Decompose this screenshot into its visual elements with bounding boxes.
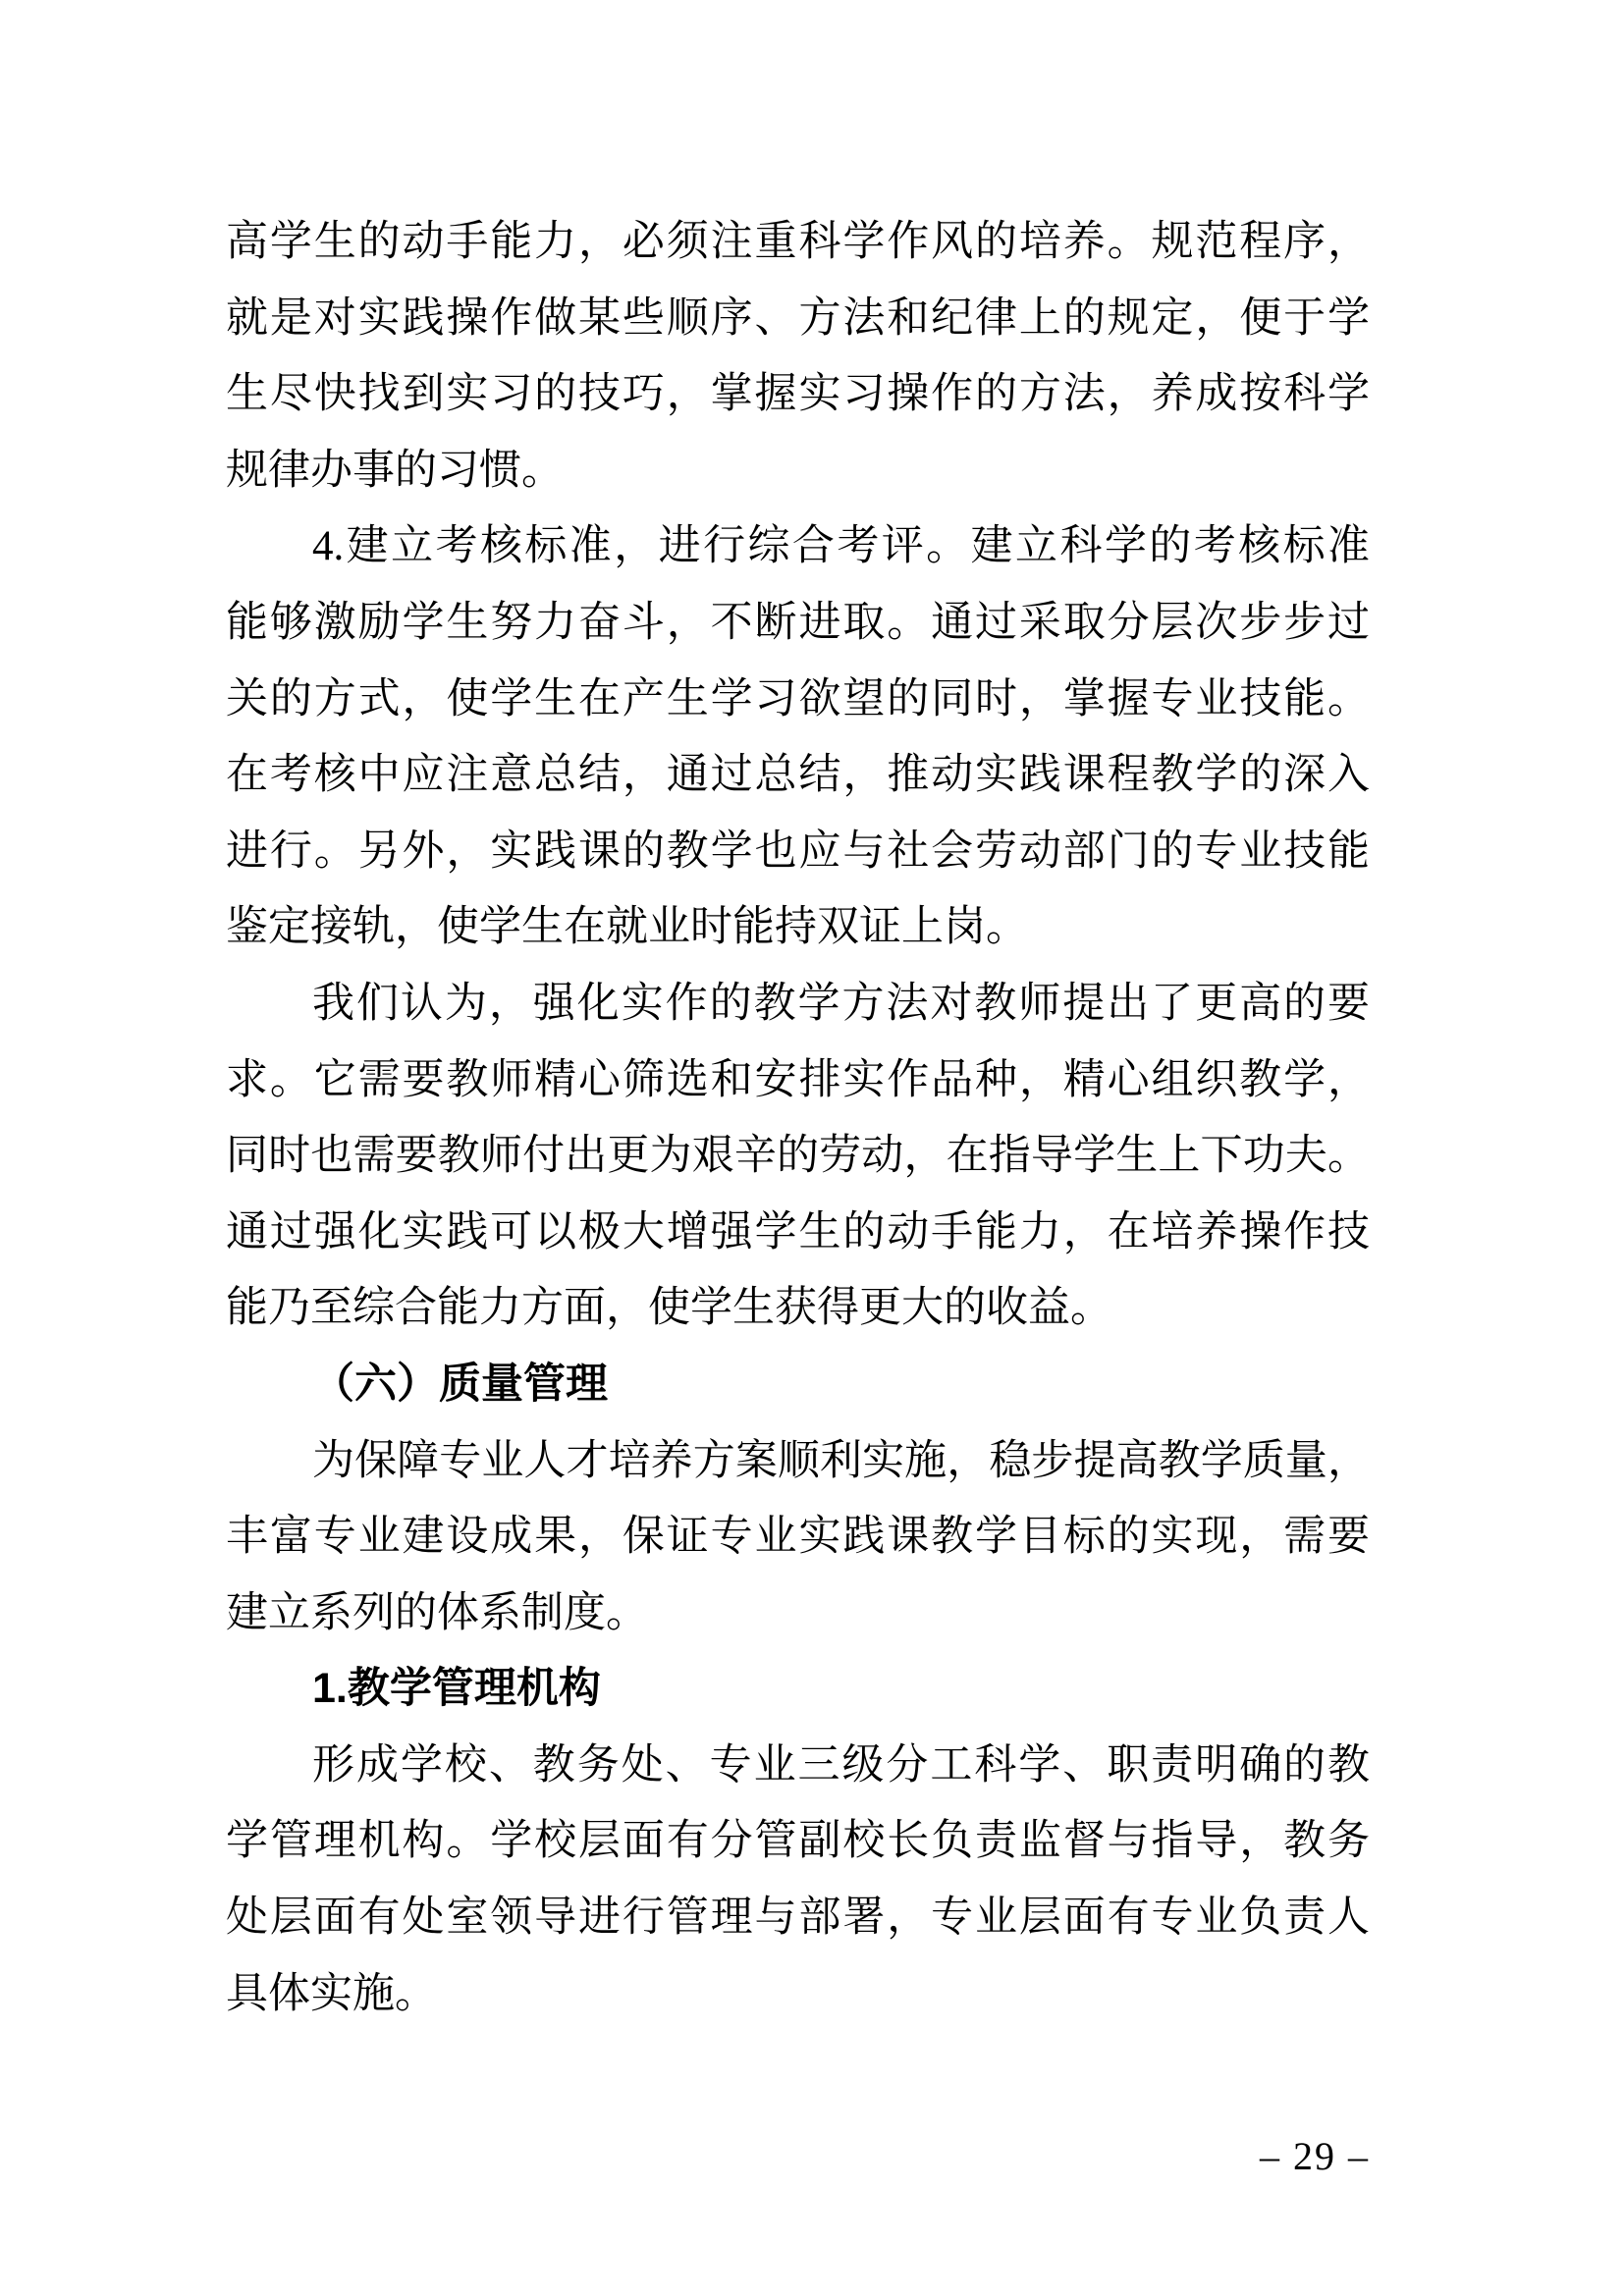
text-line: 能够激励学生努力奋斗，不断进取。通过采取分层次步步过	[226, 599, 1370, 646]
text-line: 规律办事的习惯。	[226, 447, 564, 494]
text-line: 鉴定接轨，使学生在就业时能持双证上岗。	[226, 904, 1028, 951]
text-line: 为保障专业人才培养方案顺利实施，稳步提高教学质量，	[312, 1437, 1370, 1484]
paragraph	[226, 204, 1370, 508]
paragraph	[226, 508, 1370, 966]
text-line: 求。它需要教师精心筛选和安排实作品种，精心组织教学，	[226, 1056, 1370, 1103]
paragraph	[226, 1728, 1370, 2032]
text-line: 能乃至综合能力方面，使学生获得更大的收益。	[226, 1285, 1112, 1332]
text-line: 具体实施。	[226, 1970, 437, 2017]
text-line: （六）质量管理	[312, 1360, 608, 1408]
text-line: 学管理机构。学校层面有分管副校长负责监督与指导，教务	[226, 1818, 1370, 1865]
text-line: 高学生的动手能力，必须注重科学作风的培养。规范程序，	[226, 219, 1370, 265]
text-line: 进行。另外，实践课的教学也应与社会劳动部门的专业技能	[226, 828, 1370, 875]
document-body	[226, 204, 1370, 2032]
text-line: 通过强化实践可以极大增强学生的动手能力，在培养操作技	[226, 1208, 1370, 1255]
text-line: 生尽快找到实习的技巧，掌握实习操作的方法，养成按科学	[226, 371, 1370, 418]
text-line: 在考核中应注意总结，通过总结，推动实践课程教学的深入	[226, 752, 1370, 799]
text-line: 我们认为，强化实作的教学方法对教师提出了更高的要	[312, 980, 1370, 1027]
text-line: 处层面有处室领导进行管理与部署，专业层面有专业负责人	[226, 1895, 1370, 1942]
text-line: 4.建立考核标准，进行综合考评。建立科学的考核标准	[312, 523, 1370, 570]
page-number: – 29 –	[1260, 2134, 1370, 2178]
page-footer	[226, 2127, 1370, 2186]
text-line: 形成学校、教务处、专业三级分工科学、职责明确的教	[312, 1741, 1370, 1789]
text-line: 丰富专业建设成果，保证专业实践课教学目标的实现，需要	[226, 1514, 1370, 1561]
text-line: 同时也需要教师付出更为艰辛的劳动，在指导学生上下功夫。	[226, 1133, 1370, 1180]
text-line: 建立系列的体系制度。	[226, 1589, 648, 1636]
text-line: 1.教学管理机构	[312, 1665, 601, 1713]
paragraph	[226, 1423, 1370, 1652]
section-heading	[226, 1651, 1370, 1728]
text-line: 就是对实践操作做某些顺序、方法和纪律上的规定，便于学	[226, 294, 1370, 342]
text-line: 关的方式，使学生在产生学习欲望的同时，掌握专业技能。	[226, 675, 1370, 722]
paragraph	[226, 966, 1370, 1347]
section-heading	[226, 1347, 1370, 1423]
